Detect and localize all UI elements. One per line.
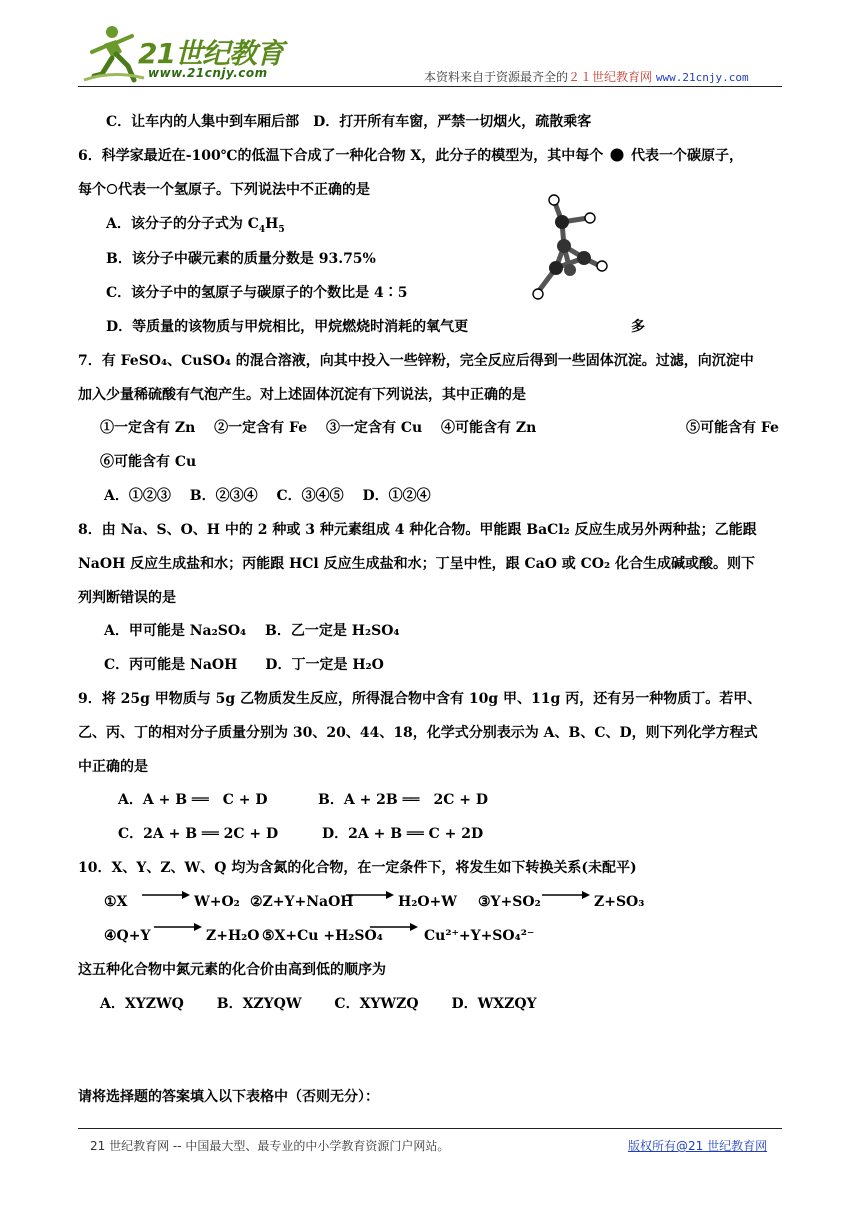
q10-reaction-5-right: Cu²⁺+Y+SO₄²⁻ [424,928,535,944]
q9-option-b: B．A + 2B ══ 2C + D [318,792,488,808]
q6-option-a [106,215,285,239]
reaction-arrow-2-icon [346,890,394,900]
q9-stem-line-2: 乙、丙、丁的相对分子质量分别为 30、20、44、18，化学式分别表示为 A、B、C、D，则下列化学方程式 [78,725,758,741]
q9-option-d: D．2A + B ══ C + 2D [322,826,484,842]
q6-option-c: C．该分子中的氢原子与碳原子的个数比是 4∶5 [106,285,408,301]
q6-option-a-h: H [265,216,279,232]
header-url-link[interactable]: www.21cnjy.com [655,71,749,84]
q6-stem-1a: 6．科学家最近在-100℃的低温下合成了一种化合物 X，此分子的模型为，其中每个 [78,148,604,164]
q10-stem: 10．X、Y、Z、W、Q 均为含氮的化合物，在一定条件下，将发生如下转换关系(未配平) [78,860,637,876]
q10-reaction-5-left: ⑤X+Cu +H₂SO₄ [262,928,383,944]
hydrogen-atom-icon [106,183,118,195]
q10-reaction-1-right: W+O₂ [194,894,240,910]
q8-stem-line-3: 列判断错误的是 [78,590,176,606]
footer-divider [78,1128,782,1129]
q10-reaction-3-right: Z+SO₃ [594,894,645,910]
q8-stem-line-1: 8．由 Na、S、O、H 中的 2 种或 3 种元素组成 4 种化合物。甲能跟 BaCl₂ 反应生成另外两种盐；乙能跟 [78,522,757,538]
reaction-arrow-3-icon [542,890,590,900]
q6-option-d: D．等质量的该物质与甲烷相比，甲烷燃烧时消耗的氧气更 [106,319,469,335]
reaction-arrow-1-icon [142,890,190,900]
reaction-arrow-5-icon [370,922,418,932]
q5-options-cd: C．让车内的人集中到车厢后部 D．打开所有车窗，严禁一切烟火，疏散乘客 [106,114,592,130]
q6-stem-1b: 代表一个碳原子， [631,148,744,164]
q9-stem-line-1: 9．将 25g 甲物质与 5g 乙物质发生反应，所得混合物中含有 10g 甲、11g 丙，还有另一种物质丁。若甲、 [78,691,762,707]
q7-stem-line-2: 加入少量稀硫酸有气泡产生。对上述固体沉淀有下列说法，其中正确的是 [78,387,526,403]
q10-reaction-2-right: H₂O+W [398,894,458,910]
q10-options: A．XYZWQ B．XZYQW C．XYWZQ D．WXZQY [100,996,537,1012]
q7-items-line: ①一定含有 Zn ②一定含有 Fe ③一定含有 Cu ④可能含有 Zn [100,420,537,436]
q8-options-cd: C．丙可能是 NaOH D．丁一定是 H₂O [104,657,384,673]
answer-table-instruction: 请将选择题的答案填入以下表格中（否则无分）： [78,1089,379,1105]
header-note [424,68,749,85]
q6-option-d-end: 多 [631,319,645,335]
q6-stem-2a: 每个 [78,182,106,198]
logo-text: 21世纪教育 [138,37,283,70]
q9-option-a: A．A + B ══ C + D [118,792,268,808]
q8-stem-line-2: NaOH 反应生成盐和水；丙能跟 HCl 反应生成盐和水；丁呈中性，跟 CaO 或 CO₂ 化合生成碱或酸。则下 [78,556,755,572]
q6-stem-line-2 [78,181,370,199]
q7-options: A．①②③ B．②③④ C．③④⑤ D．①②④ [104,488,431,504]
q7-stem-line-1: 7．有 FeSO₄、CuSO₄ 的混合溶液，向其中投入一些锌粉，完全反应后得到一些固体沉淀。过滤，向沉淀中 [78,353,754,369]
q6-option-a-sub2: 5 [278,224,285,235]
q6-stem-2b: 代表一个氢原子。下列说法中不正确的是 [118,182,370,198]
q9-stem-line-3: 中正确的是 [78,759,148,775]
footer-copyright-link[interactable]: 版权所有@21 世纪教育网 [628,1139,768,1153]
q10-reaction-4-left: ④Q+Y [104,928,151,944]
carbon-atom-icon [610,148,624,162]
q7-item-6: ⑥可能含有 Cu [100,454,197,470]
q10-reaction-4-right: Z+H₂O [206,928,260,944]
header-divider [78,86,782,87]
site-logo[interactable] [82,22,292,88]
runner-logo-icon [82,22,146,84]
header-site-link[interactable]: ２１世纪教育网 [568,70,653,84]
q6-option-a-text: A．该分子的分子式为 C [106,216,259,232]
q10-reaction-3-left: ③Y+SO₂ [478,894,541,910]
q10-question: 这五种化合物中氮元素的化合价由高到低的顺序为 [78,962,386,978]
q9-option-c: C．2A + B ══ 2C + D [118,826,279,842]
q6-option-a-sub1: 4 [258,224,266,235]
molecule-model-image [526,188,616,304]
q7-item-5: ⑤可能含有 Fe [686,420,779,436]
reaction-arrow-4-icon [154,922,202,932]
q6-stem-line-1 [78,147,743,165]
header-note-prefix: 本资料来自于资源最齐全的 [424,70,569,84]
q10-reaction-2-left: ②Z+Y+NaOH [250,894,354,910]
q8-options-ab: A．甲可能是 Na₂SO₄ B．乙一定是 H₂SO₄ [104,623,400,639]
q10-reaction-1-left: ①X [104,894,128,910]
logo-url: www.21cnjy.com [148,66,268,80]
footer-site-description: 21 世纪教育网 -- 中国最大型、最专业的中小学教育资源门户网站。 [90,1139,450,1153]
q6-option-b: B．该分子中碳元素的质量分数是 93.75% [106,251,376,267]
